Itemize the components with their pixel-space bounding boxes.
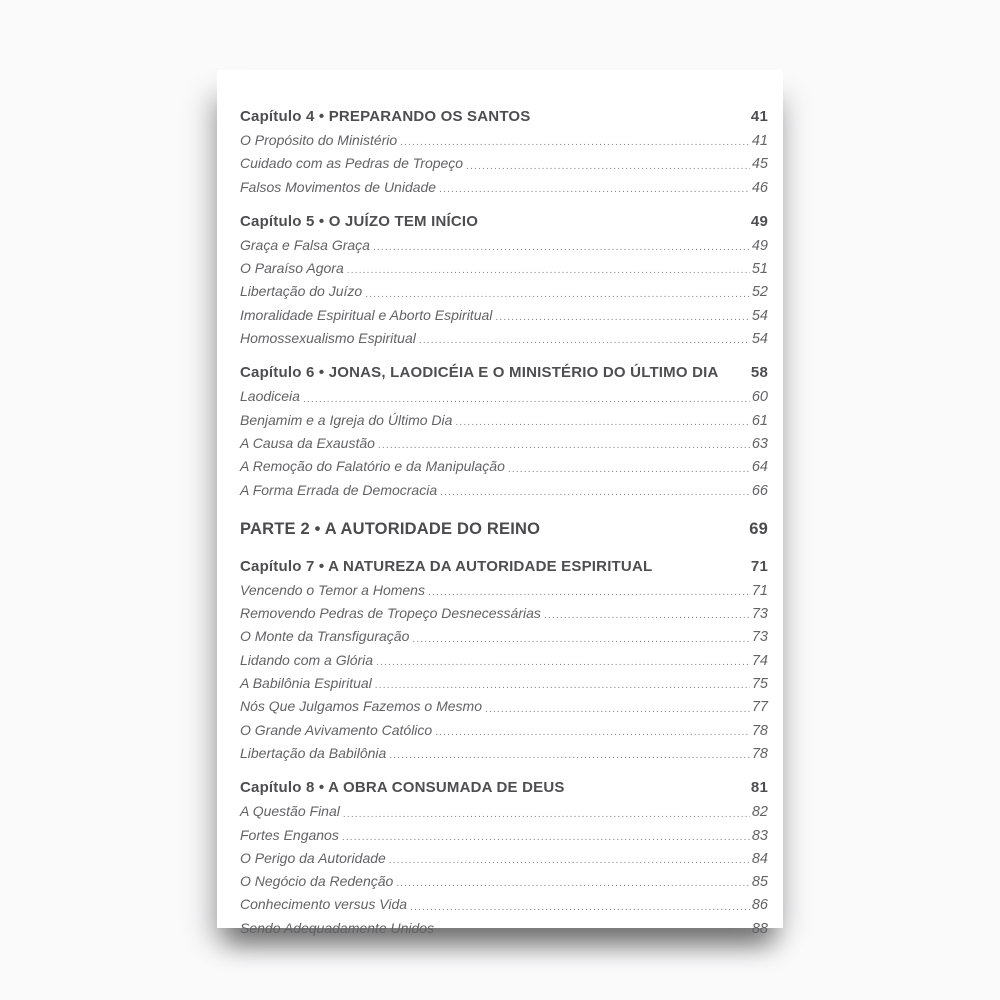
toc-entry	[240, 870, 768, 893]
toc-entry	[240, 129, 768, 152]
entry-label: Fortes Enganos	[240, 826, 339, 843]
chapter-page-number: 41	[750, 108, 768, 125]
toc-entry	[240, 432, 768, 455]
entry-label: Vencendo o Temor a Homens	[240, 581, 425, 598]
dot-leader	[303, 395, 750, 405]
entry-page-number: 51	[751, 261, 768, 278]
chapter-heading-row	[240, 554, 768, 579]
toc-section-chapter-6	[240, 360, 768, 501]
dot-leader	[373, 243, 750, 253]
entry-page-number: 88	[751, 920, 768, 937]
chapter-heading-row	[240, 775, 768, 800]
entry-label: A Babilônia Espiritual	[240, 675, 372, 692]
entry-label: Lidando com a Glória	[240, 651, 374, 668]
entry-label: Sendo Adequadamente Unidos	[240, 919, 435, 936]
dot-leader	[466, 162, 750, 172]
chapter-heading: Capítulo 7 • A NATUREZA DA AUTORIDADE ESPIRITUAL	[240, 557, 653, 575]
toc-entry	[240, 695, 768, 718]
toc-entry	[240, 625, 768, 648]
entry-label: Falsos Movimentos de Unidade	[240, 178, 437, 195]
chapter-heading: Capítulo 5 • O JUÍZO TEM INÍCIO	[240, 212, 479, 230]
part-heading-row	[240, 515, 768, 544]
entry-page-number: 52	[751, 284, 768, 301]
dot-leader	[439, 185, 750, 195]
toc-section-chapter-4	[240, 104, 768, 199]
entry-page-number: 54	[751, 331, 768, 348]
entry-label: A Questão Final	[240, 803, 340, 820]
toc-entry	[240, 409, 768, 432]
entry-page-number: 41	[751, 133, 768, 149]
toc-entry	[240, 579, 768, 602]
entry-page-number: 83	[751, 827, 768, 844]
part-heading: PARTE 2 • A AUTORIDADE DO REINO	[240, 519, 541, 538]
dot-leader	[412, 635, 749, 645]
entry-page-number: 66	[751, 482, 768, 499]
entry-page-number: 54	[751, 307, 768, 324]
dot-leader	[396, 879, 750, 889]
part-page-number: 69	[749, 519, 768, 538]
entry-label: Libertação da Babilônia	[240, 744, 387, 761]
chapter-heading-row	[240, 360, 768, 385]
toc-entry	[240, 602, 768, 625]
toc-entry	[240, 280, 768, 303]
entry-page-number: 45	[751, 156, 768, 173]
dot-leader	[455, 418, 749, 428]
entry-page-number: 60	[751, 389, 768, 406]
toc-entry	[240, 152, 768, 175]
entry-label: A Forma Errada de Democracia	[240, 481, 438, 498]
entry-label: O Monte da Transfiguração	[240, 628, 410, 645]
entry-page-number: 61	[751, 412, 768, 429]
toc-section-chapter-8	[240, 775, 768, 940]
entry-page-number: 78	[751, 722, 768, 739]
dot-leader	[485, 705, 750, 715]
entry-label: Conhecimento versus Vida	[240, 896, 408, 913]
chapter-page-number: 49	[750, 212, 768, 230]
toc-entry	[240, 847, 768, 870]
entry-label: Benjamim e a Igreja do Último Dia	[240, 411, 453, 428]
dot-leader	[435, 728, 750, 738]
toc-section-part-2	[240, 515, 768, 544]
entry-label: Removendo Pedras de Tropeço Desnecessárias	[240, 605, 541, 622]
toc-entry	[240, 455, 768, 478]
toc-section-chapter-7	[240, 554, 768, 765]
entry-page-number: 84	[751, 850, 768, 867]
chapter-page-number: 71	[750, 557, 768, 575]
entry-label: O Negócio da Redenção	[240, 873, 394, 890]
toc-entry	[240, 649, 768, 672]
entry-page-number: 63	[751, 435, 768, 452]
entry-label: Homossexualismo Espiritual	[240, 330, 416, 347]
toc-section-chapter-5	[240, 209, 768, 350]
toc-entry	[240, 742, 768, 765]
chapter-heading-row	[240, 104, 768, 129]
toc-entry	[240, 304, 768, 327]
entry-label: Libertação do Juízo	[240, 283, 363, 300]
toc-entry	[240, 719, 768, 742]
entry-page-number: 71	[751, 582, 768, 599]
dot-leader	[410, 903, 750, 913]
entry-page-number: 82	[751, 804, 768, 821]
entry-page-number: 73	[751, 606, 768, 623]
dot-leader	[400, 138, 750, 148]
toc-entry	[240, 257, 768, 280]
chapter-heading: Capítulo 4 • PREPARANDO OS SANTOS	[240, 108, 531, 125]
toc-entry	[240, 824, 768, 847]
dot-leader	[389, 856, 750, 866]
toc-entry	[240, 800, 768, 823]
dot-leader	[378, 441, 750, 451]
toc-entry	[240, 327, 768, 350]
chapter-page-number: 58	[750, 364, 768, 382]
dot-leader	[376, 658, 750, 668]
entry-label: O Perigo da Autoridade	[240, 849, 386, 866]
dot-leader	[375, 681, 750, 691]
toc-entry	[240, 385, 768, 408]
entry-page-number: 64	[751, 459, 768, 476]
dot-leader	[440, 488, 750, 498]
dot-leader	[419, 336, 750, 346]
chapter-heading: Capítulo 8 • A OBRA CONSUMADA DE DEUS	[240, 779, 565, 797]
entry-label: Nós Que Julgamos Fazemos o Mesmo	[240, 698, 482, 715]
chapter-heading: Capítulo 6 • JONAS, LAODICÉIA E O MINISTÉRIO DO ÚLTIMO DIA	[240, 364, 719, 382]
toc-entry	[240, 893, 768, 916]
chapter-heading-row	[240, 209, 768, 234]
entry-page-number: 73	[751, 629, 768, 646]
toc-entry	[240, 917, 768, 940]
dot-leader	[437, 926, 750, 936]
entry-label: A Remoção do Falatório e da Manipulação	[240, 458, 505, 475]
entry-page-number: 78	[751, 745, 768, 762]
chapter-page-number: 81	[750, 779, 768, 797]
entry-label: Graça e Falsa Graça	[240, 236, 370, 253]
entry-label: Cuidado com as Pedras de Tropeço	[240, 155, 464, 172]
entry-label: Laodiceia	[240, 388, 300, 405]
entry-label: Imoralidade Espiritual e Aborto Espiritual	[240, 306, 493, 323]
dot-leader	[347, 266, 750, 276]
entry-page-number: 74	[751, 652, 768, 669]
table-of-contents	[217, 70, 783, 940]
dot-leader	[544, 611, 750, 621]
entry-page-number: 85	[751, 874, 768, 891]
dot-leader	[342, 833, 750, 843]
entry-label: O Grande Avivamento Católico	[240, 721, 433, 738]
entry-page-number: 46	[751, 179, 768, 196]
toc-entry	[240, 176, 768, 199]
entry-page-number: 86	[751, 897, 768, 914]
dot-leader	[428, 588, 750, 598]
toc-entry	[240, 479, 768, 502]
toc-entry	[240, 672, 768, 695]
dot-leader	[495, 313, 749, 323]
book-page	[217, 70, 783, 937]
entry-page-number: 49	[751, 237, 768, 254]
toc-entry	[240, 234, 768, 257]
dot-leader	[343, 810, 750, 820]
dot-leader	[389, 751, 750, 761]
entry-label: O Propósito do Ministério	[240, 132, 398, 148]
entry-label: A Causa da Exaustão	[240, 434, 375, 451]
dot-leader	[508, 465, 750, 475]
entry-page-number: 75	[751, 676, 768, 693]
entry-label: O Paraíso Agora	[240, 260, 344, 277]
dot-leader	[365, 290, 750, 300]
entry-page-number: 77	[751, 699, 768, 716]
